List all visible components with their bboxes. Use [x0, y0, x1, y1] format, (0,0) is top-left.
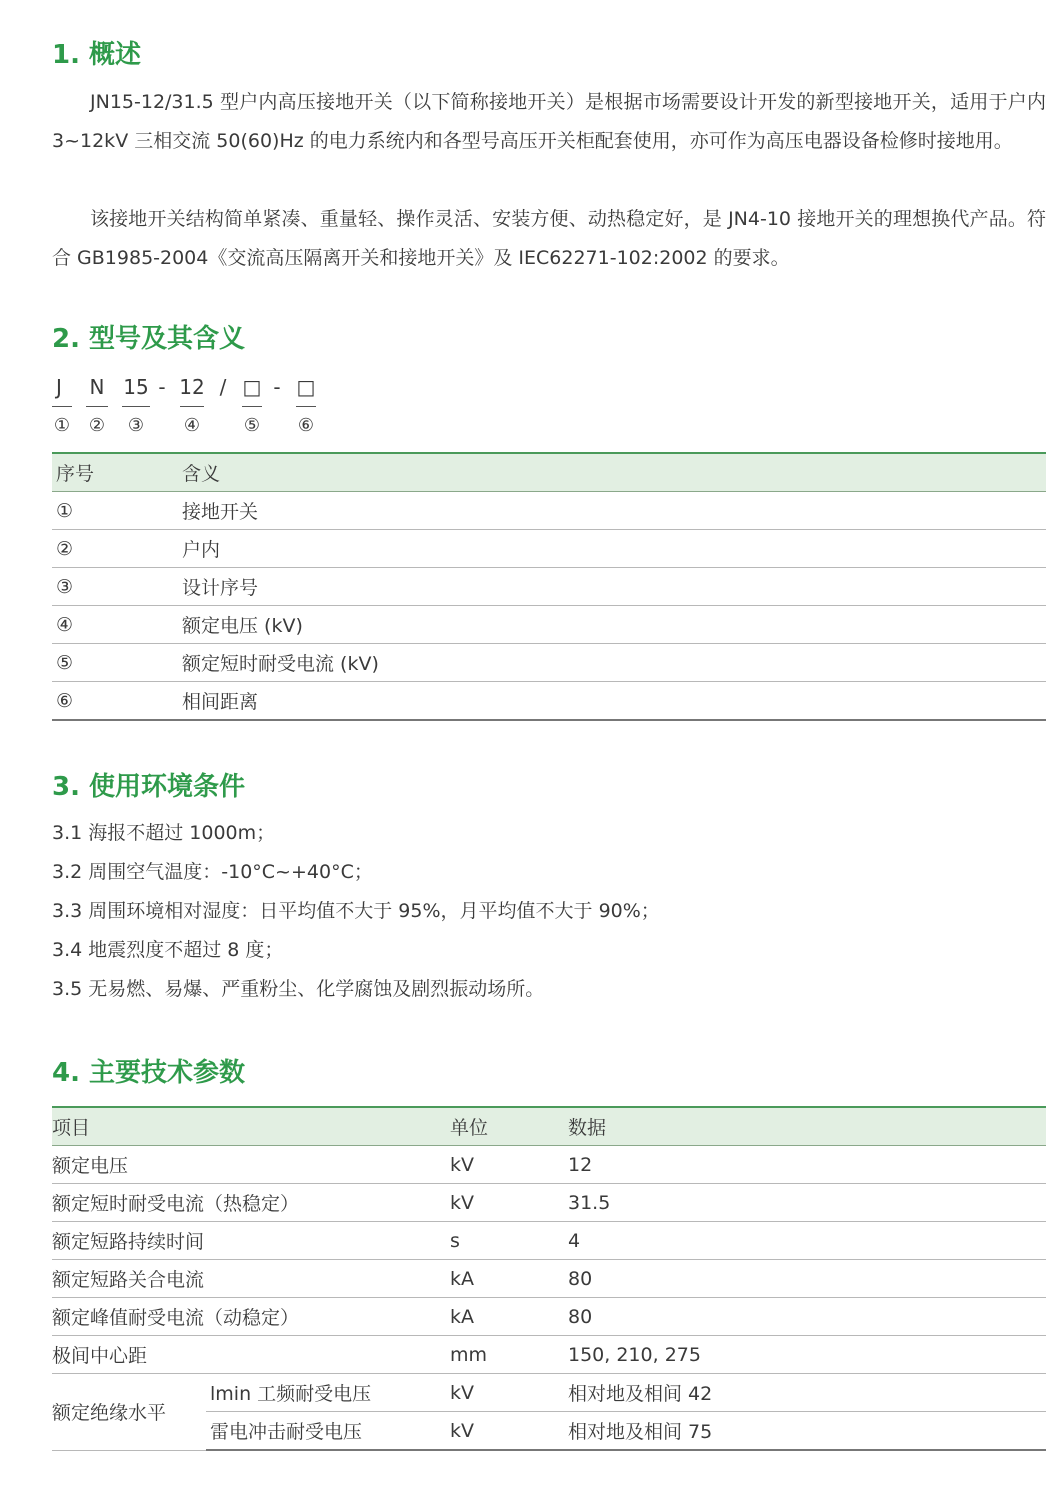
- header-data: 数据: [568, 1107, 1046, 1146]
- code-index-2: ②: [88, 415, 106, 436]
- header-meaning: 含义: [182, 453, 1046, 492]
- list-item: 3.2 周围空气温度：-10°C~+40°C；: [52, 861, 373, 883]
- param-subitem: 雷电冲击耐受电压: [206, 1412, 450, 1451]
- section-title-parameters: 4. 主要技术参数: [52, 1058, 246, 1088]
- table-row: [52, 530, 1046, 568]
- param-unit: kA: [450, 1260, 568, 1298]
- param-item: 额定短路关合电流: [52, 1260, 450, 1298]
- table-row: [52, 1260, 1046, 1298]
- model-meaning-table: [52, 452, 1046, 721]
- list-item: 3.3 周围环境相对湿度：日平均值不大于 95%，月平均值不大于 90%；: [52, 900, 660, 922]
- table-row: [52, 1222, 1046, 1260]
- table-row: [52, 492, 1046, 530]
- param-data: 相对地及相间 75: [568, 1412, 1046, 1451]
- header-item: 项目: [52, 1107, 450, 1146]
- row-meaning: 接地开关: [182, 492, 1046, 530]
- row-no: ④: [52, 606, 182, 644]
- table-row: [52, 1184, 1046, 1222]
- param-unit: kV: [450, 1374, 568, 1412]
- param-item: 额定峰值耐受电流（动稳定）: [52, 1298, 450, 1336]
- list-item: 3.4 地震烈度不超过 8 度；: [52, 939, 284, 961]
- param-item: 极间中心距: [52, 1336, 450, 1374]
- row-meaning: 额定短时耐受电流 (kV): [182, 644, 1046, 682]
- code-slash: /: [219, 375, 227, 399]
- code-underline: [296, 406, 316, 407]
- code-box-6: □: [296, 375, 316, 399]
- parameters-table: [52, 1106, 1046, 1451]
- param-item: 额定短时耐受电流（热稳定）: [52, 1184, 450, 1222]
- environment-list: [52, 814, 660, 1009]
- table-row: [52, 682, 1046, 721]
- list-item: 3.1 海报不超过 1000m；: [52, 822, 276, 844]
- code-index-5: ⑤: [243, 415, 261, 436]
- table-row: [52, 568, 1046, 606]
- code-index-1: ①: [53, 415, 71, 436]
- code-underline: [122, 406, 150, 407]
- section-title-environment: 3. 使用环境条件: [52, 772, 246, 802]
- param-data: 80: [568, 1298, 1046, 1336]
- param-unit: mm: [450, 1336, 568, 1374]
- code-underline: [242, 406, 262, 407]
- param-subitem: lmin 工频耐受电压: [206, 1374, 450, 1412]
- row-no: ②: [52, 530, 182, 568]
- header-unit: 单位: [450, 1107, 568, 1146]
- code-index-3: ③: [127, 415, 145, 436]
- overview-paragraph-2: 该接地开关结构简单紧凑、重量轻、操作灵活、安装方便、动热稳定好，是 JN4-10 接地开关的理想换代产品。符合 GB1985-2004《交流高压隔离开关和接地开关》及 IEC62271-102:2002 的要求。: [52, 208, 1046, 269]
- table-row: [52, 1298, 1046, 1336]
- param-unit: kV: [450, 1146, 568, 1184]
- param-unit: s: [450, 1222, 568, 1260]
- table-header-row: [52, 453, 1046, 492]
- param-data: 150, 210, 275: [568, 1336, 1046, 1374]
- code-box-5: □: [242, 375, 262, 399]
- code-underline: [180, 406, 204, 407]
- row-meaning: 户内: [182, 530, 1046, 568]
- row-meaning: 设计序号: [182, 568, 1046, 606]
- code-underline: [86, 406, 108, 407]
- header-no: 序号: [52, 453, 182, 492]
- param-data: 4: [568, 1222, 1046, 1260]
- section-title-model: 2. 型号及其含义: [52, 324, 246, 354]
- overview-paragraph-1: JN15-12/31.5 型户内高压接地开关（以下简称接地开关）是根据市场需要设计开发的新型接地开关，适用于户内 3~12kV 三相交流 50(60)Hz 的电力系统内和各型号高压开关柜配套使用，亦可作为高压电器设备检修时接地用。: [52, 91, 1046, 152]
- code-char-j: J: [56, 375, 62, 399]
- table-row: [52, 644, 1046, 682]
- code-char-n: N: [89, 375, 105, 399]
- table-row: [52, 606, 1046, 644]
- code-dash-1: -: [158, 375, 166, 399]
- model-code-diagram: [52, 372, 352, 442]
- param-unit: kV: [450, 1184, 568, 1222]
- param-data: 31.5: [568, 1184, 1046, 1222]
- table-row: [52, 1146, 1046, 1184]
- code-index-4: ④: [183, 415, 201, 436]
- table-row: [52, 1374, 1046, 1412]
- param-unit: kV: [450, 1412, 568, 1451]
- code-dash-2: -: [273, 375, 281, 399]
- section-title-overview: 1. 概述: [52, 40, 142, 70]
- code-underline: [52, 406, 72, 407]
- param-data: 12: [568, 1146, 1046, 1184]
- table-header-row: [52, 1107, 1046, 1146]
- param-item: 额定电压: [52, 1146, 450, 1184]
- row-meaning: 额定电压 (kV): [182, 606, 1046, 644]
- param-data: 相对地及相间 42: [568, 1374, 1046, 1412]
- param-item-insulation: 额定绝缘水平: [52, 1374, 206, 1451]
- param-data: 80: [568, 1260, 1046, 1298]
- code-index-6: ⑥: [297, 415, 315, 436]
- code-char-12: 12: [179, 375, 205, 399]
- row-no: ⑥: [52, 682, 182, 721]
- table-row: [52, 1336, 1046, 1374]
- row-no: ①: [52, 492, 182, 530]
- param-item: 额定短路持续时间: [52, 1222, 450, 1260]
- row-no: ③: [52, 568, 182, 606]
- list-item: 3.5 无易燃、易爆、严重粉尘、化学腐蚀及剧烈振动场所。: [52, 978, 545, 1000]
- param-unit: kA: [450, 1298, 568, 1336]
- code-char-15: 15: [123, 375, 149, 399]
- row-meaning: 相间距离: [182, 682, 1046, 721]
- row-no: ⑤: [52, 644, 182, 682]
